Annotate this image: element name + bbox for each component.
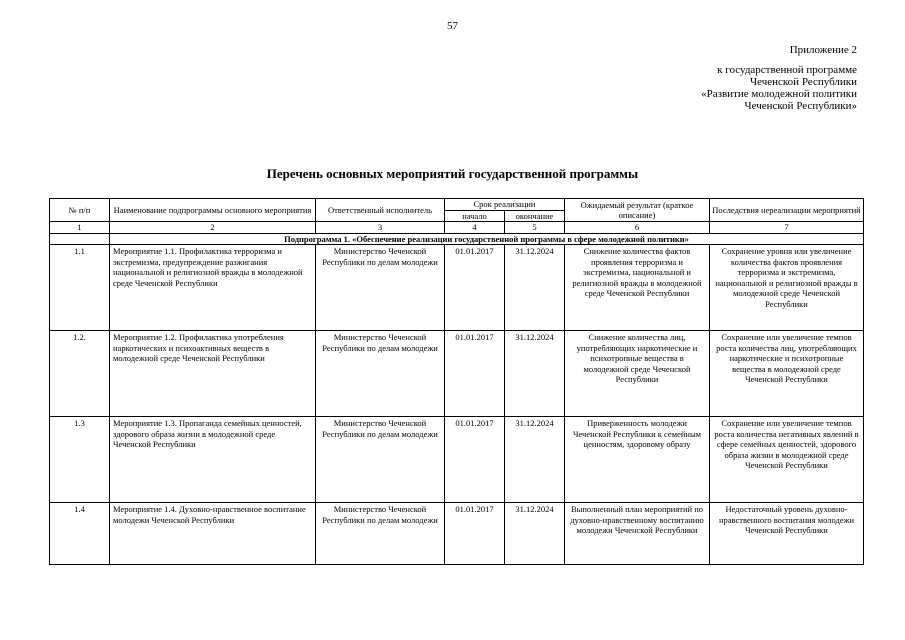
column-number: 7 — [710, 222, 864, 234]
table-row — [50, 417, 864, 503]
subprogram-row — [50, 233, 864, 245]
row-responsible: Министерство Чеченской Республики по делам молодежи — [316, 331, 445, 417]
column-number: 6 — [565, 222, 710, 234]
row-consequences: Сохранение уровня или увеличение количества фактов проявления терроризма и экстремизма, национальной и религиозной вражды в молодежной среде Чеченской Республики — [710, 245, 864, 331]
row-result: Снижение количества фактов проявления терроризма и экстремизма, национальной и религиозной вражды в молодежной среде Чеченской Республики — [565, 245, 710, 331]
row-start: 01.01.2017 — [445, 503, 505, 565]
row-num: 1.4 — [50, 503, 110, 565]
row-consequences: Недостаточный уровень духовно-нравственного воспитания молодежи Чеченской Республики — [710, 503, 864, 565]
page-number: 57 — [447, 20, 458, 32]
row-num: 1.2. — [50, 331, 110, 417]
table-row — [50, 245, 864, 331]
header-consequences: Последствия нереализации мероприятий — [710, 199, 864, 222]
row-name: Мероприятие 1.3. Пропаганда семейных ценностей, здорового образа жизни в молодежной среде Чеченской Республики — [110, 417, 316, 503]
header-result: Ожидаемый результат (краткое описание) — [565, 199, 710, 222]
row-start: 01.01.2017 — [445, 331, 505, 417]
appendix-block — [701, 44, 857, 112]
subprogram-title: Подпрограмма 1. «Обеспечение реализации государственной программы в сфере молодежной политики» — [110, 233, 864, 245]
column-number: 5 — [505, 222, 565, 234]
header-num: № п/п — [50, 199, 110, 222]
row-name: Мероприятие 1.2. Профилактика употребления наркотических и психоактивных веществ в молодежной среде Чеченской Республики — [110, 331, 316, 417]
column-number: 1 — [50, 222, 110, 234]
row-consequences: Сохранение или увеличение темпов роста количества лиц, употребляющих наркотические и психотропные вещества в молодежной среде Чеченской Республики — [710, 331, 864, 417]
header-responsible: Ответственный исполнитель — [316, 199, 445, 222]
row-end: 31.12.2024 — [505, 503, 565, 565]
table-row — [50, 503, 864, 565]
row-start: 01.01.2017 — [445, 245, 505, 331]
activities-table — [49, 198, 864, 565]
table-row — [50, 331, 864, 417]
column-number-row — [50, 222, 864, 234]
row-result: Приверженность молодежи Чеченской Республики к семейным ценностям, здоровому образу — [565, 417, 710, 503]
row-responsible: Министерство Чеченской Республики по делам молодежи — [316, 417, 445, 503]
row-start: 01.01.2017 — [445, 417, 505, 503]
header-end: окончание — [505, 210, 565, 222]
document-title: Перечень основных мероприятий государственной программы — [266, 166, 639, 181]
row-result: Снижение количества лиц, употребляющих наркотические и психотропные вещества в молодежной среде Чеченской Республики — [565, 331, 710, 417]
header-start: начало — [445, 210, 505, 222]
appendix-line: к государственной программе — [717, 64, 857, 76]
appendix-line: Чеченской Республики» — [744, 100, 857, 112]
row-num: 1.1 — [50, 245, 110, 331]
row-num: 1.3 — [50, 417, 110, 503]
row-result: Выполненный план мероприятий по духовно-нравственному воспитанию молодежи Чеченской Республики — [565, 503, 710, 565]
column-number: 2 — [110, 222, 316, 234]
appendix-line: «Развитие молодежной политики — [701, 88, 857, 100]
row-name: Мероприятие 1.4. Духовно-нравственное воспитание молодежи Чеченской Республики — [110, 503, 316, 565]
row-name: Мероприятие 1.1. Профилактика терроризма и экстремизма, предупреждение разжигания национальной и религиозной вражды в молодежной среде Чеченской Республики — [110, 245, 316, 331]
row-consequences: Сохранение или увеличение темпов роста количества негативных явлений в сфере семейных ценностей, здорового образа жизни в молодежной среде Чеченской Республики — [710, 417, 864, 503]
row-responsible: Министерство Чеченской Республики по делам молодежи — [316, 245, 445, 331]
header-name: Наименование подпрограммы основного мероприятия — [110, 199, 316, 222]
appendix-title: Приложение 2 — [789, 44, 857, 56]
row-end: 31.12.2024 — [505, 331, 565, 417]
row-end: 31.12.2024 — [505, 417, 565, 503]
column-number: 3 — [316, 222, 445, 234]
header-term: Срок реализации — [445, 199, 565, 211]
column-number: 4 — [445, 222, 505, 234]
appendix-line: Чеченской Республики — [749, 76, 857, 88]
row-responsible: Министерство Чеченской Республики по делам молодежи — [316, 503, 445, 565]
row-end: 31.12.2024 — [505, 245, 565, 331]
